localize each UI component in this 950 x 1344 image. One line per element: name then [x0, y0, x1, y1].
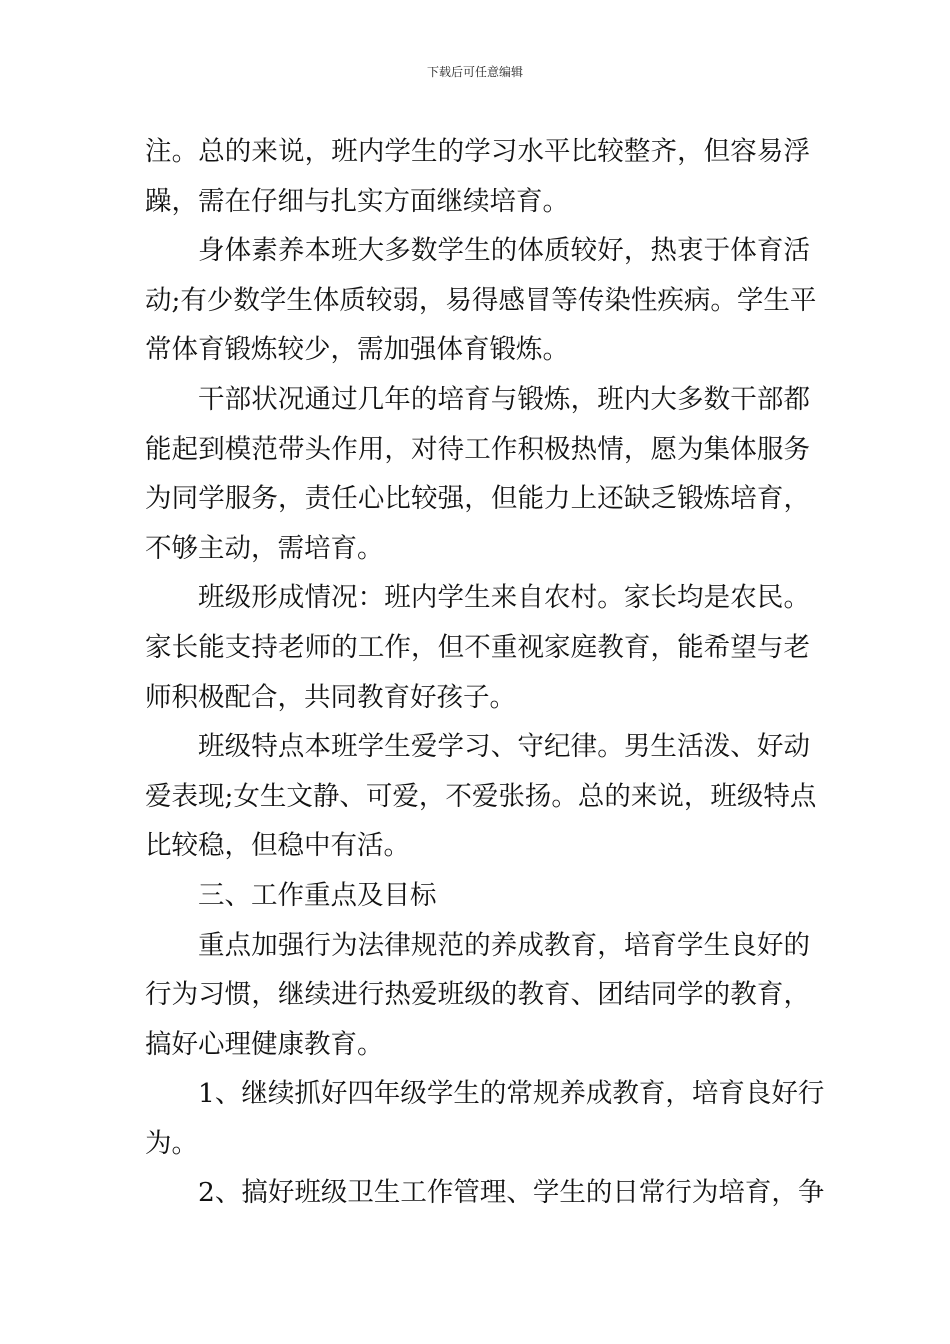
list-item-line: 2、搞好班级卫生工作管理、学生的日常行为培育，争 [198, 1177, 825, 1209]
text-line: 爱表现;女生文静、可爱，不爱张扬。总的来说，班级特点 [145, 780, 817, 812]
page-header: 下载后可任意编辑 [426, 65, 523, 79]
text-line: 行为习惯，继续进行热爱班级的教育、团结同学的教育， [145, 979, 810, 1011]
text-line: 常体育锻炼较少，需加强体育锻炼。 [145, 334, 569, 366]
text-line: 家长能支持老师的工作，但不重视家庭教育，能希望与老 [145, 631, 810, 663]
text-line: 搞好心理健康教育。 [145, 1028, 384, 1060]
section-heading: 三、工作重点及目标 [198, 879, 437, 911]
text-line: 师积极配合，共同教育好孩子。 [145, 681, 516, 713]
list-item-line: 为。 [145, 1127, 198, 1159]
text-line: 能起到模范带头作用，对待工作积极热情，愿为集体服务 [145, 433, 810, 465]
text-line: 班级形成情况：班内学生来自农村。家长均是农民。 [198, 582, 810, 614]
text-line: 比较稳，但稳中有活。 [145, 830, 410, 862]
list-item-line: 1、继续抓好四年级学生的常规养成教育，培育良好行 [198, 1078, 825, 1110]
text-line: 躁，需在仔细与扎实方面继续培育。 [145, 185, 569, 217]
text-line: 动;有少数学生体质较弱，易得感冒等传染性疾病。学生平 [145, 284, 817, 316]
text-line: 身体素养本班大多数学生的体质较好，热衷于体育活 [198, 235, 810, 267]
text-line: 不够主动，需培育。 [145, 532, 384, 564]
text-line: 干部状况通过几年的培育与锻炼，班内大多数干部都 [198, 383, 810, 415]
text-line: 重点加强行为法律规范的养成教育，培育学生良好的 [198, 929, 810, 961]
text-line: 注。总的来说，班内学生的学习水平比较整齐，但容易浮 [145, 136, 810, 167]
text-line: 为同学服务，责任心比较强，但能力上还缺乏锻炼培育， [145, 483, 810, 515]
document-body [145, 127, 825, 1218]
text-line: 班级特点本班学生爱学习、守纪律。男生活泼、好动 [198, 731, 810, 763]
